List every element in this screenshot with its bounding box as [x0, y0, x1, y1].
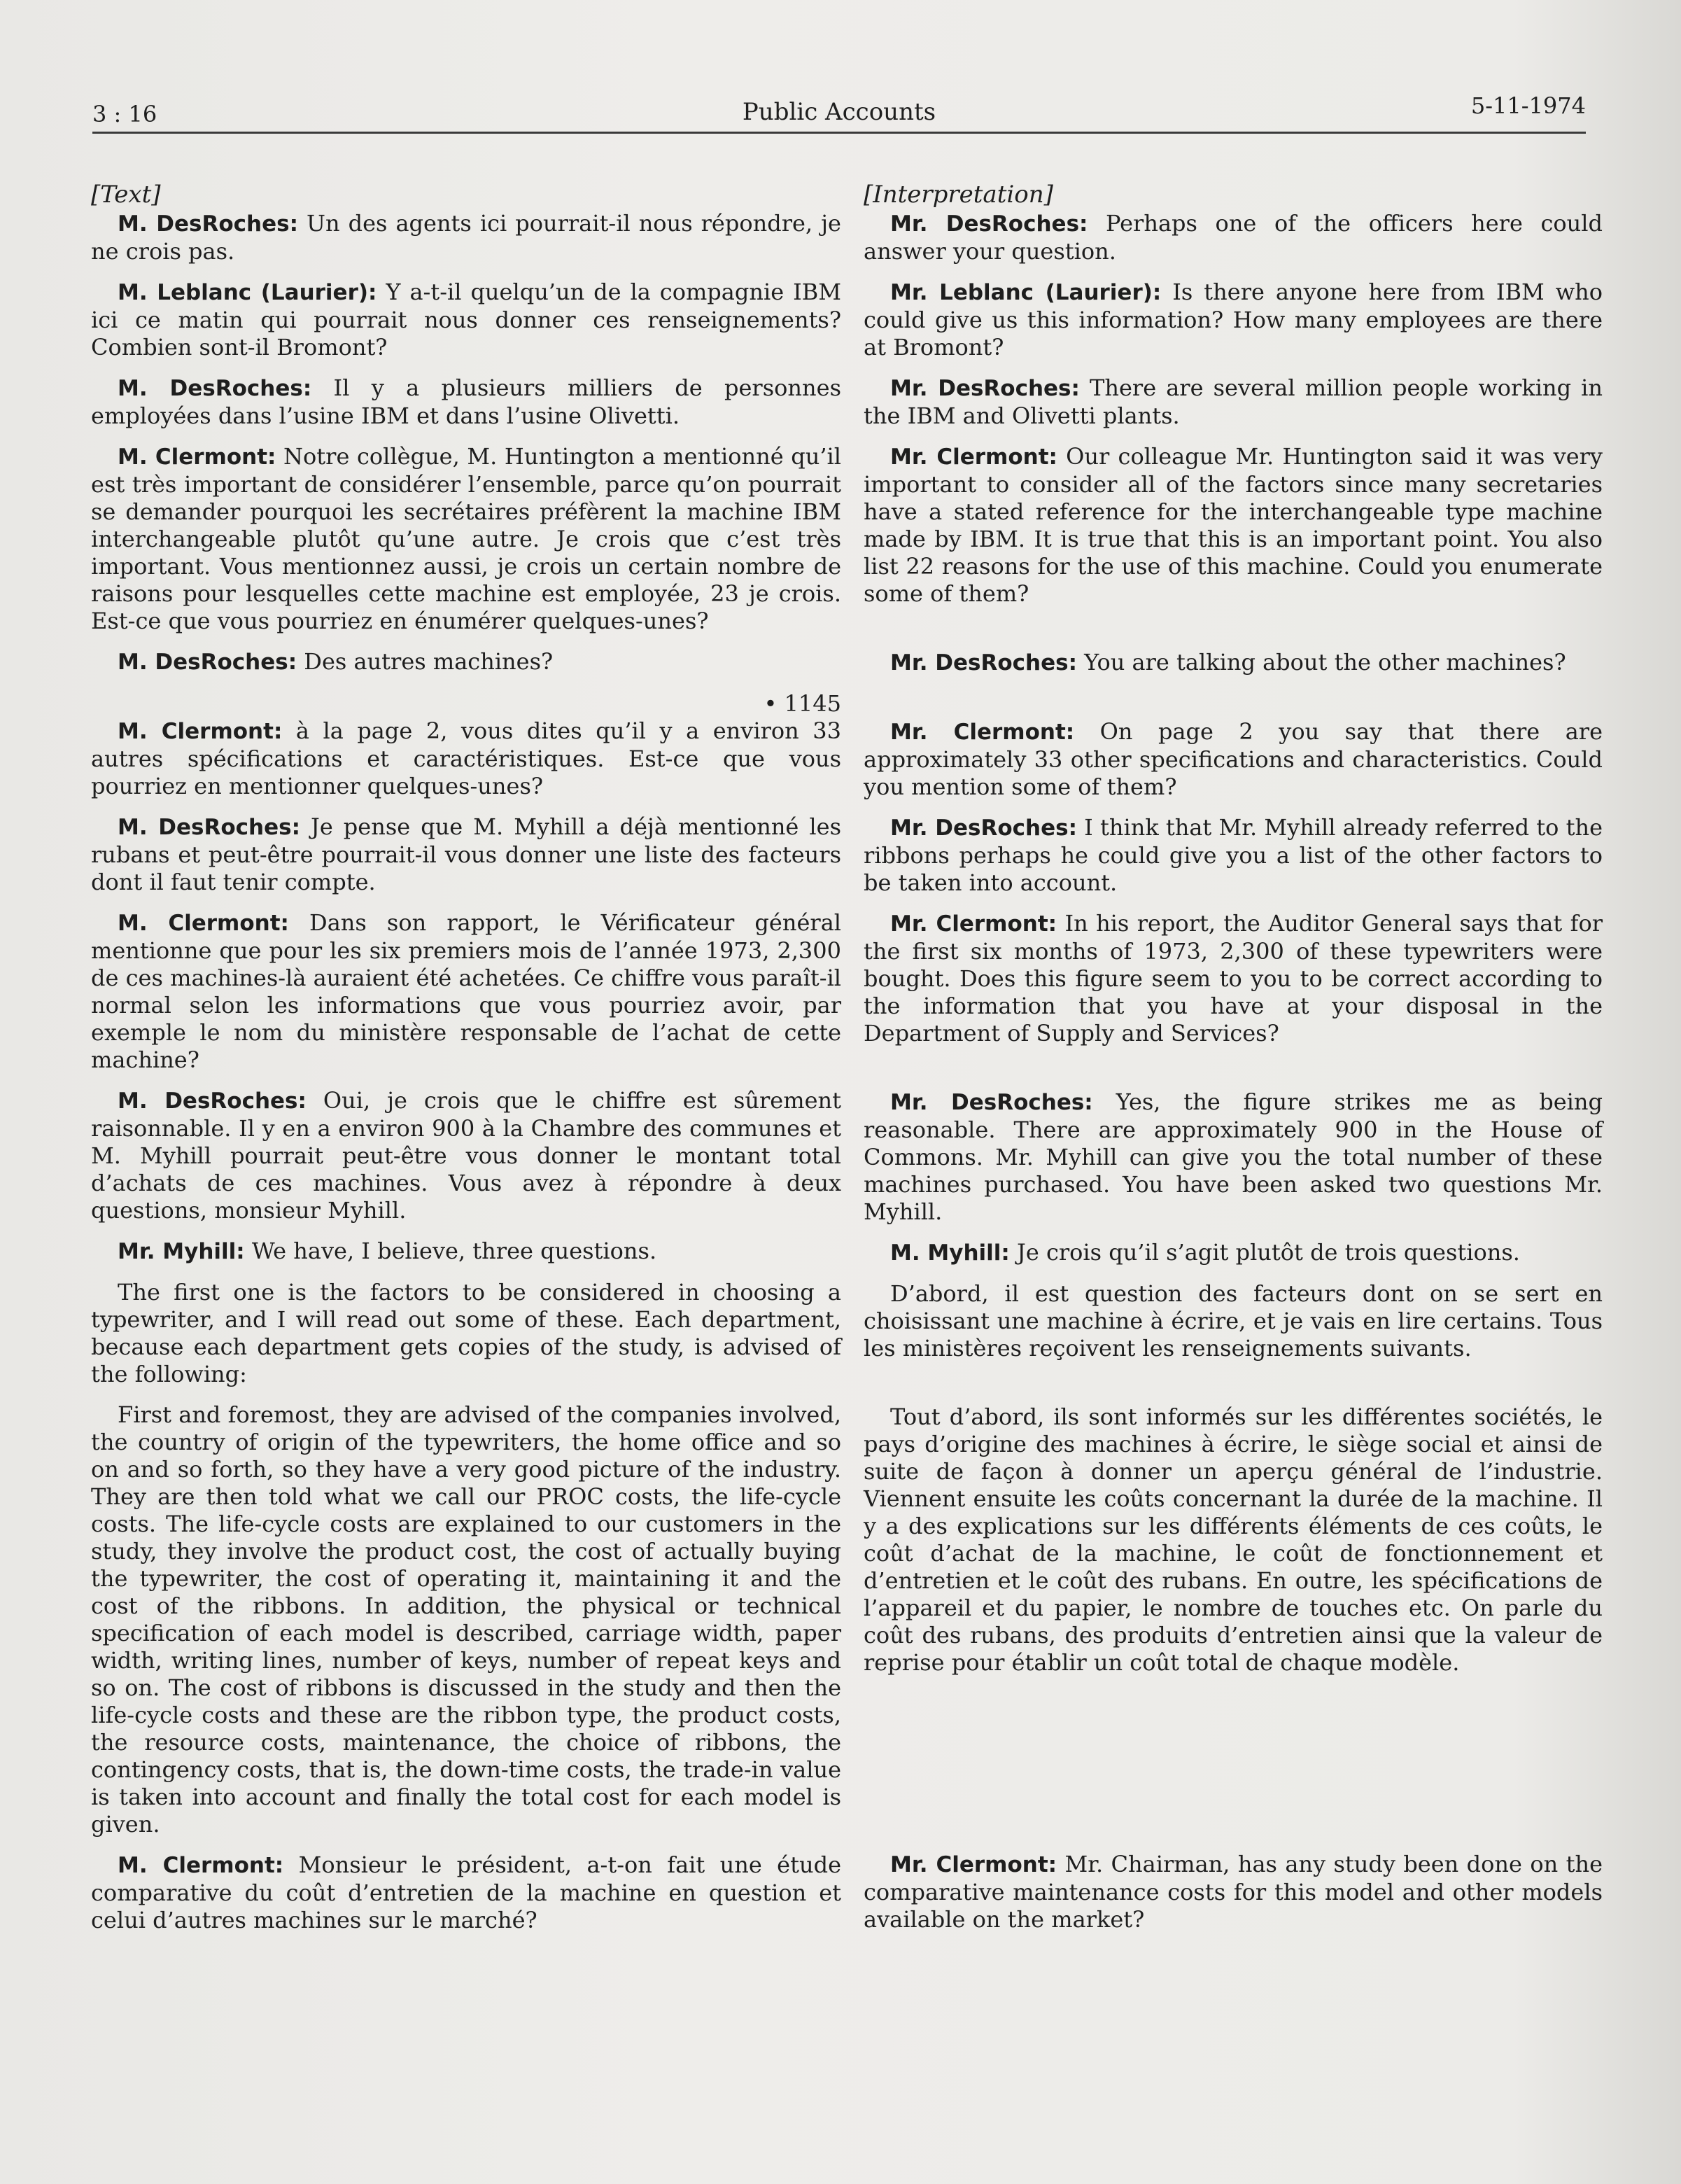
speech-text: Notre collègue, M. Huntington a mentionné qu’il est très important de considérer l’ensemble, parce qu’on pourrait se demander pourquoi les secrétaires préfèrent la machine IBM interchangeable plutôt qu’une autre. Je crois que c’est très important. Vous mentionnez aussi, je crois un certain nombre de raisons pour lesquelles cette machine est employée, 23 je crois. Est-ce que vous pourriez en énumérer quelques-unes?: [91, 443, 841, 634]
paragraph: [91, 443, 841, 635]
paragraph: [91, 374, 841, 430]
speech-text: Y a-t-il quelqu’un de la compagnie IBM ici ce matin qui pourrait nous donner ces renseignements? Combien sont-il Bromont?: [91, 279, 842, 360]
paragraph: [864, 718, 1603, 801]
speaker-name: Mr. Clermont:: [890, 720, 1075, 745]
time-marker: • 1145: [764, 690, 841, 717]
speech-text: In his report, the Auditor General says that for the first six months of 1973, 2,300 of these typewriters were bought. Does this figure seem to you to be correct according to the information that you have at your disposal in the Department of Supply and Services?: [864, 910, 1603, 1046]
column-label: [Text]: [91, 181, 161, 209]
paragraph: [864, 1239, 1603, 1267]
spacer: [864, 1376, 1603, 1404]
speaker-name: M. DesRoches:: [118, 1088, 307, 1114]
speech-text: On page 2 you say that there are approximately 33 other specifications and characteristics. Could you mention some of them?: [864, 718, 1603, 800]
speaker-name: M. DesRoches:: [118, 650, 297, 675]
speaker-name: M. DesRoches:: [118, 376, 312, 401]
speech-text: Je pense que M. Myhill a déjà mentionné les rubans et peut-être pourrait-il vous donner une liste des facteurs dont il faut tenir compte.: [91, 813, 841, 895]
speech-text: Perhaps one of the officers here could answer your question.: [864, 210, 1603, 265]
left-column: [91, 181, 841, 1947]
speaker-name: Mr. DesRoches:: [890, 1090, 1093, 1115]
spacer: [864, 621, 1603, 649]
paragraph: [864, 443, 1603, 608]
speech-text: Il y a plusieurs milliers de personnes employées dans l’usine IBM et dans l’usine Olivetti.: [91, 374, 841, 429]
speaker-name: Mr. Clermont:: [890, 1852, 1057, 1877]
speaker-name: M. Clermont:: [118, 1853, 284, 1878]
paragraph: [91, 1087, 841, 1224]
speaker-name: Mr. Leblanc (Laurier):: [890, 280, 1162, 305]
spacer: [864, 690, 1603, 718]
speaker-name: Mr. DesRoches:: [890, 650, 1077, 676]
speech-text: à la page 2, vous dites qu’il y a environ 33 autres spécifications et caractéristiques. Est-ce que vous pourriez en mentionner quelques-unes?: [91, 718, 842, 799]
speech-text: Monsieur le président, a-t-on fait une étude comparative du coût d’entretien de la machine en question et celui d’autres machines sur le marché?: [91, 1851, 842, 1933]
speech-text: Des autres machines?: [297, 648, 554, 675]
paragraph: [91, 210, 841, 265]
speaker-name: Mr. DesRoches:: [890, 211, 1088, 237]
paragraph: [864, 910, 1603, 1047]
speech-text: Je crois qu’il s’agit plutôt de trois questions.: [1009, 1239, 1520, 1266]
paragraph: [91, 1238, 841, 1266]
paragraph: [91, 1851, 841, 1934]
paragraph: [864, 649, 1603, 677]
speech-text: Dans son rapport, le Vérificateur général mentionne que pour les six premiers mois de l’année 1973, 2,300 de ces machines-là auraient été achetées. Ce chiffre vous paraît-il normal selon les informations que vous pourriez avoir, par exemple le nom du ministère responsable de l’achat de cette machine?: [91, 909, 842, 1073]
speech-text: I think that Mr. Myhill already referred to the ribbons perhaps he could give you a list of the other factors to be taken into account.: [864, 814, 1603, 896]
paragraph: [864, 374, 1603, 430]
paragraph: First and foremost, they are advised of the companies involved, the country of origin of the typewriters, the home office and so on and so forth, so they have a very good picture of the industry. They are then told what we call our PROC costs, the life-cycle costs. The life-cycle costs are explained to our customers in the study, they involve the product cost, the cost of actually buying the typewriter, the cost of operating it, maintaining it and the cost of the ribbons. In addition, the physical or technical specification of each model is described, carriage width, paper width, writing lines, number of keys, number of repeat keys and so on. The cost of ribbons is discussed in the study and then the life-cycle costs and these are the ribbon type, the product costs, the resource costs, maintenance, the choice of ribbons, the contingency costs, that is, the down-time costs, the trade-in value is taken into account and finally the total cost for each model is given.: [91, 1401, 841, 1837]
paragraph: [91, 813, 841, 896]
paragraph: [864, 279, 1603, 361]
speech-text: There are several million people working in the IBM and Olivetti plants.: [864, 374, 1603, 429]
header-title: Public Accounts: [742, 98, 936, 126]
right-column: [864, 181, 1603, 1947]
column-label: [Interpretation]: [864, 181, 1053, 209]
header-date: 5-11-1974: [1470, 92, 1586, 119]
paragraph: [864, 210, 1603, 265]
speech-text: Mr. Chairman, has any study been done on the comparative maintenance costs for this model and other models available on the market?: [864, 1851, 1603, 1933]
speaker-name: Mr. Clermont:: [890, 444, 1057, 470]
speech-text: Oui, je crois que le chiffre est sûrement raisonnable. Il y en a environ 900 à la Chambre des communes et M. Myhill pourrait peut-être vous donner le montant total d’achats de ces machines. Vous avez à répondre à deux questions, monsieur Myhill.: [91, 1087, 841, 1224]
paragraph: D’abord, il est question des facteurs dont on se sert en choisissant une machine à écrire, et je vais en lire certains. Tous les ministères reçoivent les renseignements suivants.: [864, 1280, 1603, 1362]
spacer: [864, 1690, 1603, 1851]
speech-text: You are talking about the other machines?: [1076, 649, 1566, 676]
speaker-name: Mr. Myhill:: [118, 1239, 245, 1264]
paragraph: [864, 1851, 1603, 1933]
speaker-name: M. DesRoches:: [118, 815, 300, 840]
paragraph: [91, 648, 841, 676]
page-number: 3 : 16: [92, 101, 157, 127]
speaker-name: M. Clermont:: [118, 444, 276, 470]
speech-text: Our colleague Mr. Huntington said it was very important to consider all of the factors since many secretaries have a stated reference for the interchangeable type machine made by IBM. It is true that this is an important point. You also list 22 reasons for the use of this machine. Could you enumerate some of them?: [864, 443, 1603, 607]
speaker-name: Mr. DesRoches:: [890, 816, 1077, 841]
paragraph: [91, 909, 841, 1074]
speech-text: Un des agents ici pourrait-il nous répondre, je ne crois pas.: [91, 210, 841, 265]
speaker-name: Mr. Clermont:: [890, 911, 1057, 937]
speaker-name: M. Myhill:: [890, 1240, 1010, 1266]
speech-text: Yes, the figure strikes me as being reasonable. There are approximately 900 in the House of Commons. Mr. Myhill can give you the total number of these machines purchased. You have been asked two questions Mr. Myhill.: [864, 1088, 1603, 1225]
speech-text: Is there anyone here from IBM who could give us this information? How many employees are there at Bromont?: [864, 279, 1603, 360]
paragraph: [91, 718, 841, 800]
speaker-name: M. Clermont:: [118, 911, 289, 936]
paragraph: [91, 279, 841, 361]
running-header: [92, 90, 1586, 134]
paragraph: Tout d’abord, ils sont informés sur les différentes sociétés, le pays d’origine des machines à écrire, le siège social et ainsi de suite de façon à donner un aperçu général de l’industrie. Viennent ensuite les coûts concernant la durée de la machine. Il y a des explications sur les différents éléments de ces coûts, le coût d’achat de la machine, le coût de fonctionnement et d’entretien et le coût des rubans. En outre, les spécifications de l’appareil et du papier, le nombre de touches etc. On parle du coût des rubans, des produits d’entretien ainsi que la valeur de reprise pour établir un coût total de chaque modèle.: [864, 1404, 1603, 1676]
spacer: [864, 1060, 1603, 1088]
speaker-name: M. Leblanc (Laurier):: [118, 280, 377, 305]
paragraph: [864, 814, 1603, 897]
paragraph: [864, 1088, 1603, 1226]
speaker-name: M. Clermont:: [118, 719, 283, 744]
speaker-name: Mr. DesRoches:: [890, 376, 1080, 401]
speaker-name: M. DesRoches:: [118, 211, 298, 237]
speech-text: We have, I believe, three questions.: [244, 1238, 657, 1264]
paragraph: The first one is the factors to be considered in choosing a typewriter, and I will read out some of these. Each department, because each department gets copies of the study, is advised of the following:: [91, 1279, 841, 1387]
